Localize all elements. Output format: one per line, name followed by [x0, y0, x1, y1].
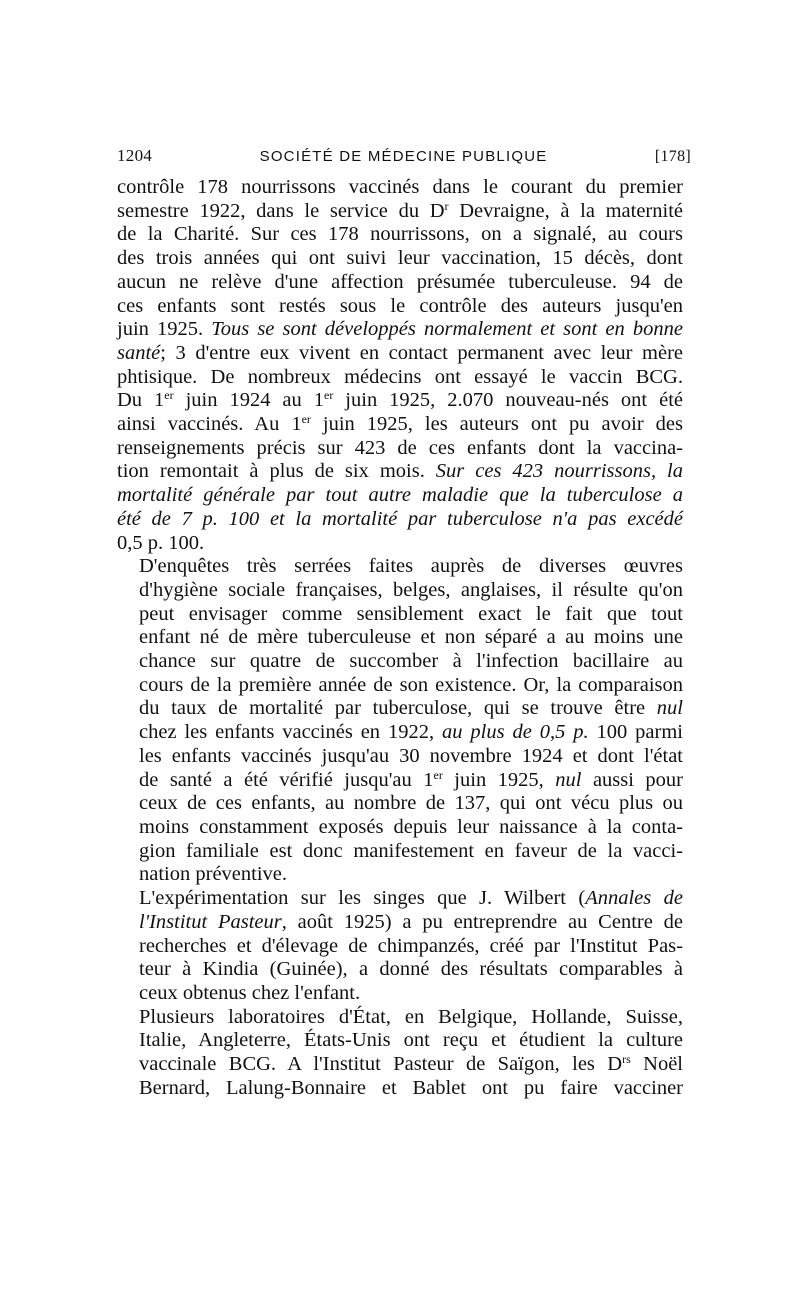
text-line: Italie, Angleterre, États-Unis ont reçu et étudient la culture [139, 1029, 683, 1052]
text-line: été de 7 p. 100 et la mortalité par tuberculose n'a pas excédé [117, 507, 683, 530]
text-line: nation préventive. [139, 863, 288, 886]
text-line: chez les enfants vaccinés en 1922, au plus de 0,5 p. 100 parmi [139, 721, 683, 744]
text-line: tion remontait à plus de six mois. Sur ces 423 nourrissons, la [117, 460, 683, 483]
text-line: Du 1er juin 1924 au 1er juin 1925, 2.070 nouveau-nés ont été [117, 388, 683, 412]
text-line: les enfants vaccinés jusqu'au 30 novembre 1924 et dont l'état [139, 744, 683, 767]
text-line: santé; 3 d'entre eux vivent en contact permanent avec leur mère [117, 341, 683, 364]
book-page [117, 146, 691, 1100]
text-line: l'Institut Pasteur, août 1925) a pu entreprendre au Centre de [139, 910, 683, 933]
text-line: ces enfants sont restés sous le contrôle des auteurs jusqu'en [117, 294, 683, 317]
text-line: enfant né de mère tuberculeuse et non séparé a au moins une [139, 626, 683, 649]
text-line: de la Charité. Sur ces 178 nourrissons, on a signalé, au cours [117, 223, 683, 246]
paragraph-3 [117, 887, 683, 1006]
running-head [117, 146, 691, 166]
bracket-folio: [178] [654, 148, 691, 165]
text-line: D'enquêtes très serrées faites auprès de diverses œuvres [139, 555, 683, 578]
text-line: vaccinale BCG. A l'Institut Pasteur de Saïgon, les $D^{rs}$ Noël [139, 1052, 683, 1076]
text-line: des trois années qui ont suivi leur vaccination, 15 décès, dont [117, 247, 683, 270]
text-line: peut envisager comme sensiblement exact le fait que tout [139, 602, 683, 625]
paragraph-2 [117, 555, 683, 887]
text-line: ceux obtenus chez l'enfant. [139, 981, 361, 1004]
text-line: ainsi vaccinés. Au 1er juin 1925, les auteurs ont pu avoir des [117, 412, 683, 436]
text-line: phtisique. De nombreux médecins ont essayé le vaccin BCG. [117, 365, 683, 388]
text-line: contrôle 178 nourrissons vaccinés dans le courant du premier [117, 176, 683, 198]
text-line: cours de la première année de son existence. Or, la comparaison [139, 673, 683, 696]
text-line: recherches et d'élevage de chimpanzés, créé par l'Institut Pas- [139, 934, 683, 957]
text-line: semestre 1922, dans le service du $D^r$ Devraigne, à la maternité [117, 198, 683, 222]
text-line: Bernard, Lalung-Bonnaire et Bablet ont pu faire vacciner [139, 1076, 683, 1099]
text-line: de santé a été vérifié jusqu'au 1er juin 1925, nul aussi pour [139, 767, 683, 791]
text-line: du taux de mortalité par tuberculose, qui se trouve être nul [139, 697, 683, 720]
body-text [117, 176, 683, 1100]
running-title: SOCIÉTÉ DE MÉDECINE PUBLIQUE [259, 148, 548, 165]
page-number: 1204 [117, 146, 153, 165]
text-line: renseignements précis sur 423 de ces enfants dont la vaccina- [117, 436, 683, 459]
text-line: mortalité générale par tout autre maladie que la tuberculose a [117, 484, 683, 507]
text-line: d'hygiène sociale françaises, belges, anglaises, il résulte qu'on [139, 578, 683, 601]
paragraph-4 [117, 1006, 683, 1101]
paragraph-1 [117, 176, 683, 555]
text-line: gion familiale est donc manifestement en faveur de la vacci- [139, 839, 683, 862]
text-line: L'expérimentation sur les singes que J. Wilbert (Annales de [139, 887, 683, 910]
text-line: teur à Kindia (Guinée), a donné des résultats comparables à [139, 958, 683, 981]
text-line: aucun ne relève d'une affection présumée tuberculeuse. 94 de [117, 270, 683, 293]
text-line: chance sur quatre de succomber à l'infection bacillaire au [139, 650, 683, 673]
text-line: Plusieurs laboratoires d'État, en Belgique, Hollande, Suisse, [139, 1005, 683, 1028]
text-line: moins constamment exposés depuis leur naissance à la conta- [139, 815, 683, 838]
text-line: 0,5 p. 100. [117, 531, 205, 554]
text-line: juin 1925. Tous se sont développés normalement et sont en bonne [117, 318, 683, 341]
text-line: ceux de ces enfants, au nombre de 137, qui ont vécu plus ou [139, 792, 683, 815]
